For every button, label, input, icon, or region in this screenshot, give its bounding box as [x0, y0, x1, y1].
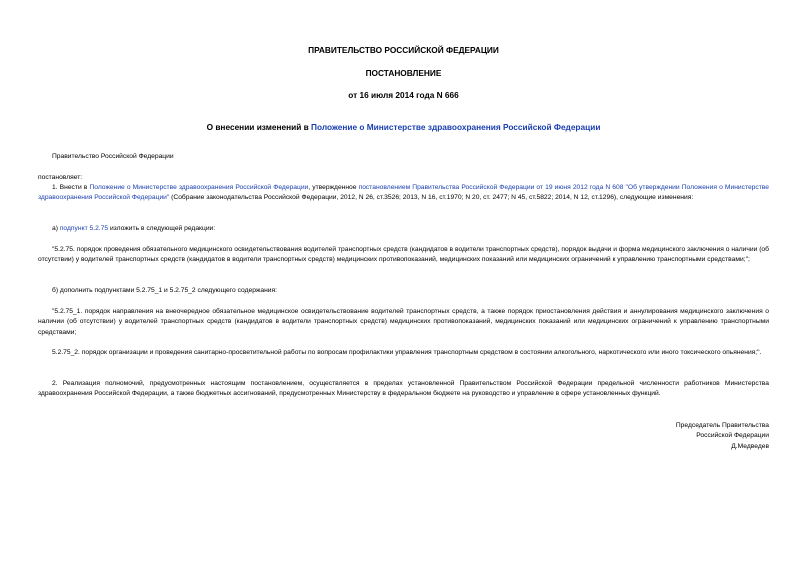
document-page	[38, 0, 769, 571]
government-heading: ПРАВИТЕЛЬСТВО РОССИЙСКОЙ ФЕДЕРАЦИИ	[308, 45, 499, 55]
signature-line-2: Российской Федерации	[696, 432, 769, 440]
intro-paragraph: Правительство Российской Федерации	[52, 153, 174, 160]
item-1-text-2: , утвержденное	[308, 184, 359, 191]
document-type: ПОСТАНОВЛЕНИЕ	[365, 68, 442, 78]
document-date: от 16 июля 2014 года N 666	[348, 90, 459, 100]
subclause-link[interactable]: подпункт 5.2.75	[59, 225, 109, 232]
document-title	[38, 122, 769, 132]
subitem-a-paragraph	[38, 224, 769, 234]
subitem-a-text-2: изложить в следующей редакции:	[108, 225, 216, 232]
regulation-link[interactable]: Положение о Министерстве здравоохранения Российской Федерации	[89, 184, 309, 191]
item-2-paragraph: 2. Реализация полномочий, предусмотренных настоящим постановлением, осуществляется в пределах установленной Правительством Российской Федерации предельной численности работников Министерства здравоохранения Российской Федерации, а также бюджетных ассигнований, предусмотренных Министерству в федеральном бюджете на руководство и управление в сфере установленных функций.	[38, 380, 769, 398]
item-1-text-3: (Собрание законодательства Российской Федерации, 2012, N 26, ст.3526; 2013, N 16, ст.1970; N 20, ст. 2477; N 45, ст.5822; 2014, N 12, ст.1296), следующие изменения:	[169, 194, 694, 202]
signature-line-3: Д.Медведев	[731, 442, 769, 450]
quote-a-paragraph: "5.2.75. порядок проведения обязательного медицинского освидетельствования водителей транспортных средств (кандидатов в водители транспортных средств), порядок выдачи и форма медицинского заключения о наличии (об отсутствии) у водителей транспортных средств (кандидатов в водители транспортных средств) медицинских противопоказаний, медицинских показаний или медицинских ограничений к управлению транспортными средствами;";	[38, 246, 769, 264]
quote-b2-paragraph: 5.2.75_2. порядок организации и проведения санитарно-просветительной работы по вопросам профилактики управления транспортным средством в состоянии алкогольного, наркотического или иного токсического опьянения;".	[52, 349, 762, 356]
subitem-b-paragraph: б) дополнить подпунктами 5.2.75_1 и 5.2.75_2 следующего содержания:	[52, 287, 278, 294]
title-prefix: О внесении изменений в	[206, 122, 312, 132]
quote-b1-paragraph: "5.2.75_1. порядок направления на внеочередное обязательное медицинское освидетельствование водителей транспортных средств, а также порядок приостановления действия и аннулирования медицинского заключения о наличии (об отсутствии) у водителей транспортных средств (кандидатов в водители транспортных средств) медицинских противопоказаний, медицинских показаний или медицинских ограничений к управлению транспортными средствами;	[38, 308, 769, 336]
subitem-a-text-1: а)	[52, 225, 60, 232]
decree-link[interactable]: постановлением Правительства Российской Федерации от 19 июня 2012 года N 608 "Об утверждении Положения о Министерстве здравоохранения Российской Федерации"	[38, 184, 769, 202]
signature-block	[676, 421, 769, 452]
title-link[interactable]: Положение о Министерстве здравоохранения Российской Федерации	[311, 122, 601, 132]
item-1-text-1: 1. Внести в	[52, 184, 90, 191]
item-1-paragraph	[38, 183, 769, 204]
decides-paragraph: постановляет:	[38, 174, 83, 181]
signature-line-1: Председатель Правительства	[675, 422, 769, 429]
